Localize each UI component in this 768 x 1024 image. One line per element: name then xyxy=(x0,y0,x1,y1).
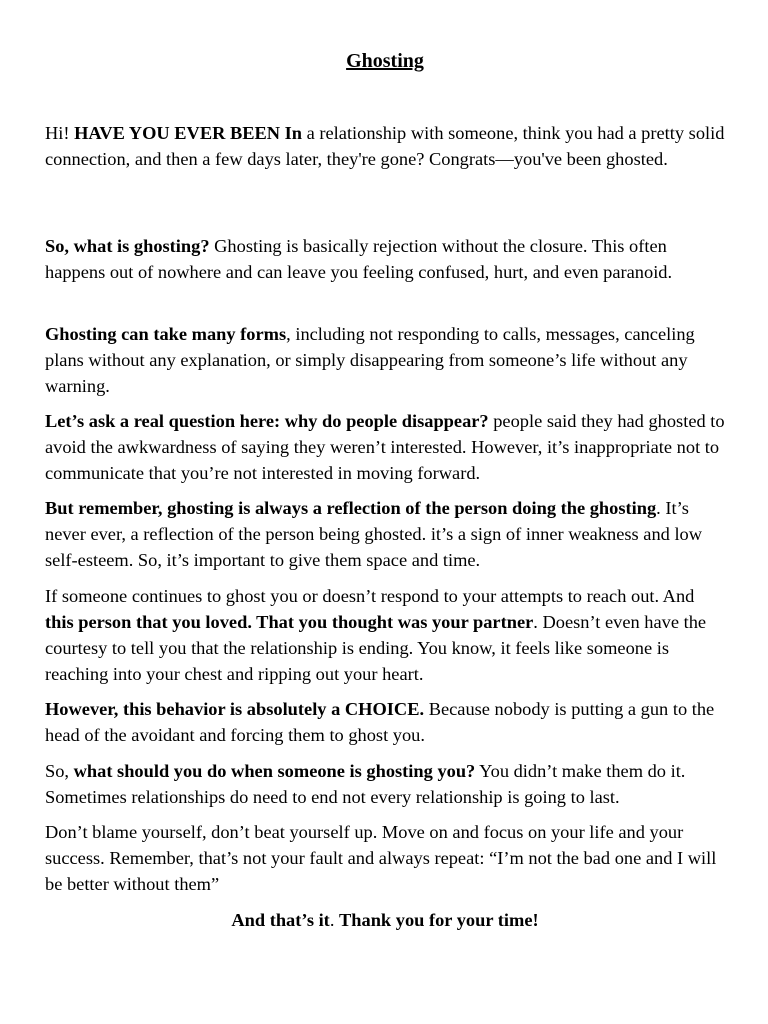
paragraph-reflection xyxy=(45,495,725,573)
reflection-text: . It’s never ever, a reflection of the person being ghosted. it’s a sign of inner weakness and low self-esteem. So, it’s important to give them space and time. xyxy=(45,498,703,570)
what-to-do-heading: what should you do when someone is ghosting you? xyxy=(73,761,476,781)
paragraph-dont-blame xyxy=(45,819,725,897)
paragraph-forms xyxy=(45,321,725,399)
intro-bold-question: HAVE YOU EVER BEEN In xyxy=(74,123,303,143)
closing-thank-you: Thank you for your time! xyxy=(339,910,539,930)
reflection-heading: But remember, ghosting is always a reflection of the person doing the ghosting xyxy=(45,498,657,518)
definition-text: Ghosting is basically rejection without the closure. This often happens out of nowhere and can leave you feeling confused, hurt, and even paranoid. xyxy=(45,236,673,282)
choice-text: Because nobody is putting a gun to the head of the avoidant and forcing them to ghost you. xyxy=(45,699,715,745)
paragraph-definition xyxy=(45,233,725,285)
what-to-do-prefix: So, xyxy=(45,761,74,781)
forms-text: , including not responding to calls, messages, canceling plans without any explanation, or simply disappearing from someone’s life without any warning. xyxy=(45,324,695,396)
question-heading: Let’s ask a real question here: why do people disappear? xyxy=(45,411,489,431)
document-title: Ghosting xyxy=(346,50,424,72)
continues-text-start: If someone continues to ghost you or doesn’t respond to your attempts to reach out. And xyxy=(45,586,695,606)
paragraph-choice xyxy=(45,696,725,748)
choice-heading: However, this behavior is absolutely a CHOICE. xyxy=(45,699,425,719)
dont-blame-text: Don’t blame yourself, don’t beat yourself up. Move on and focus on your life and your success. Remember, that’s not your fault and always repeat: “I’m not the bad one and I will be better without them” xyxy=(45,822,717,894)
paragraph-intro xyxy=(45,120,725,172)
paragraph-continues xyxy=(45,583,725,687)
question-text: people said they had ghosted to avoid the awkwardness of saying they weren’t interested. However, it’s inappropriate not to communicate that you’re not interested in moving forward. xyxy=(45,411,725,483)
intro-text: a relationship with someone, think you had a pretty solid connection, and then a few days later, they're gone? Congrats—you've been ghosted. xyxy=(45,123,725,169)
continues-bold: this person that you loved. That you thought was your partner xyxy=(45,612,534,632)
closing-thats-it: And that’s it xyxy=(231,910,330,930)
forms-heading: Ghosting can take many forms xyxy=(45,324,287,344)
paragraph-question xyxy=(45,408,725,486)
continues-text-end: . Doesn’t even have the courtesy to tell you that the relationship is ending. You know, it feels like someone is reaching into your chest and ripping out your heart. xyxy=(45,612,707,684)
closing-period: . xyxy=(329,910,340,930)
paragraph-what-to-do xyxy=(45,758,725,810)
paragraph-closing xyxy=(45,907,725,933)
what-to-do-text: You didn’t make them do it. Sometimes relationships do need to end not every relationship is going to last. xyxy=(45,761,686,807)
definition-heading: So, what is ghosting? xyxy=(45,236,210,256)
intro-greeting: Hi! xyxy=(45,123,75,143)
